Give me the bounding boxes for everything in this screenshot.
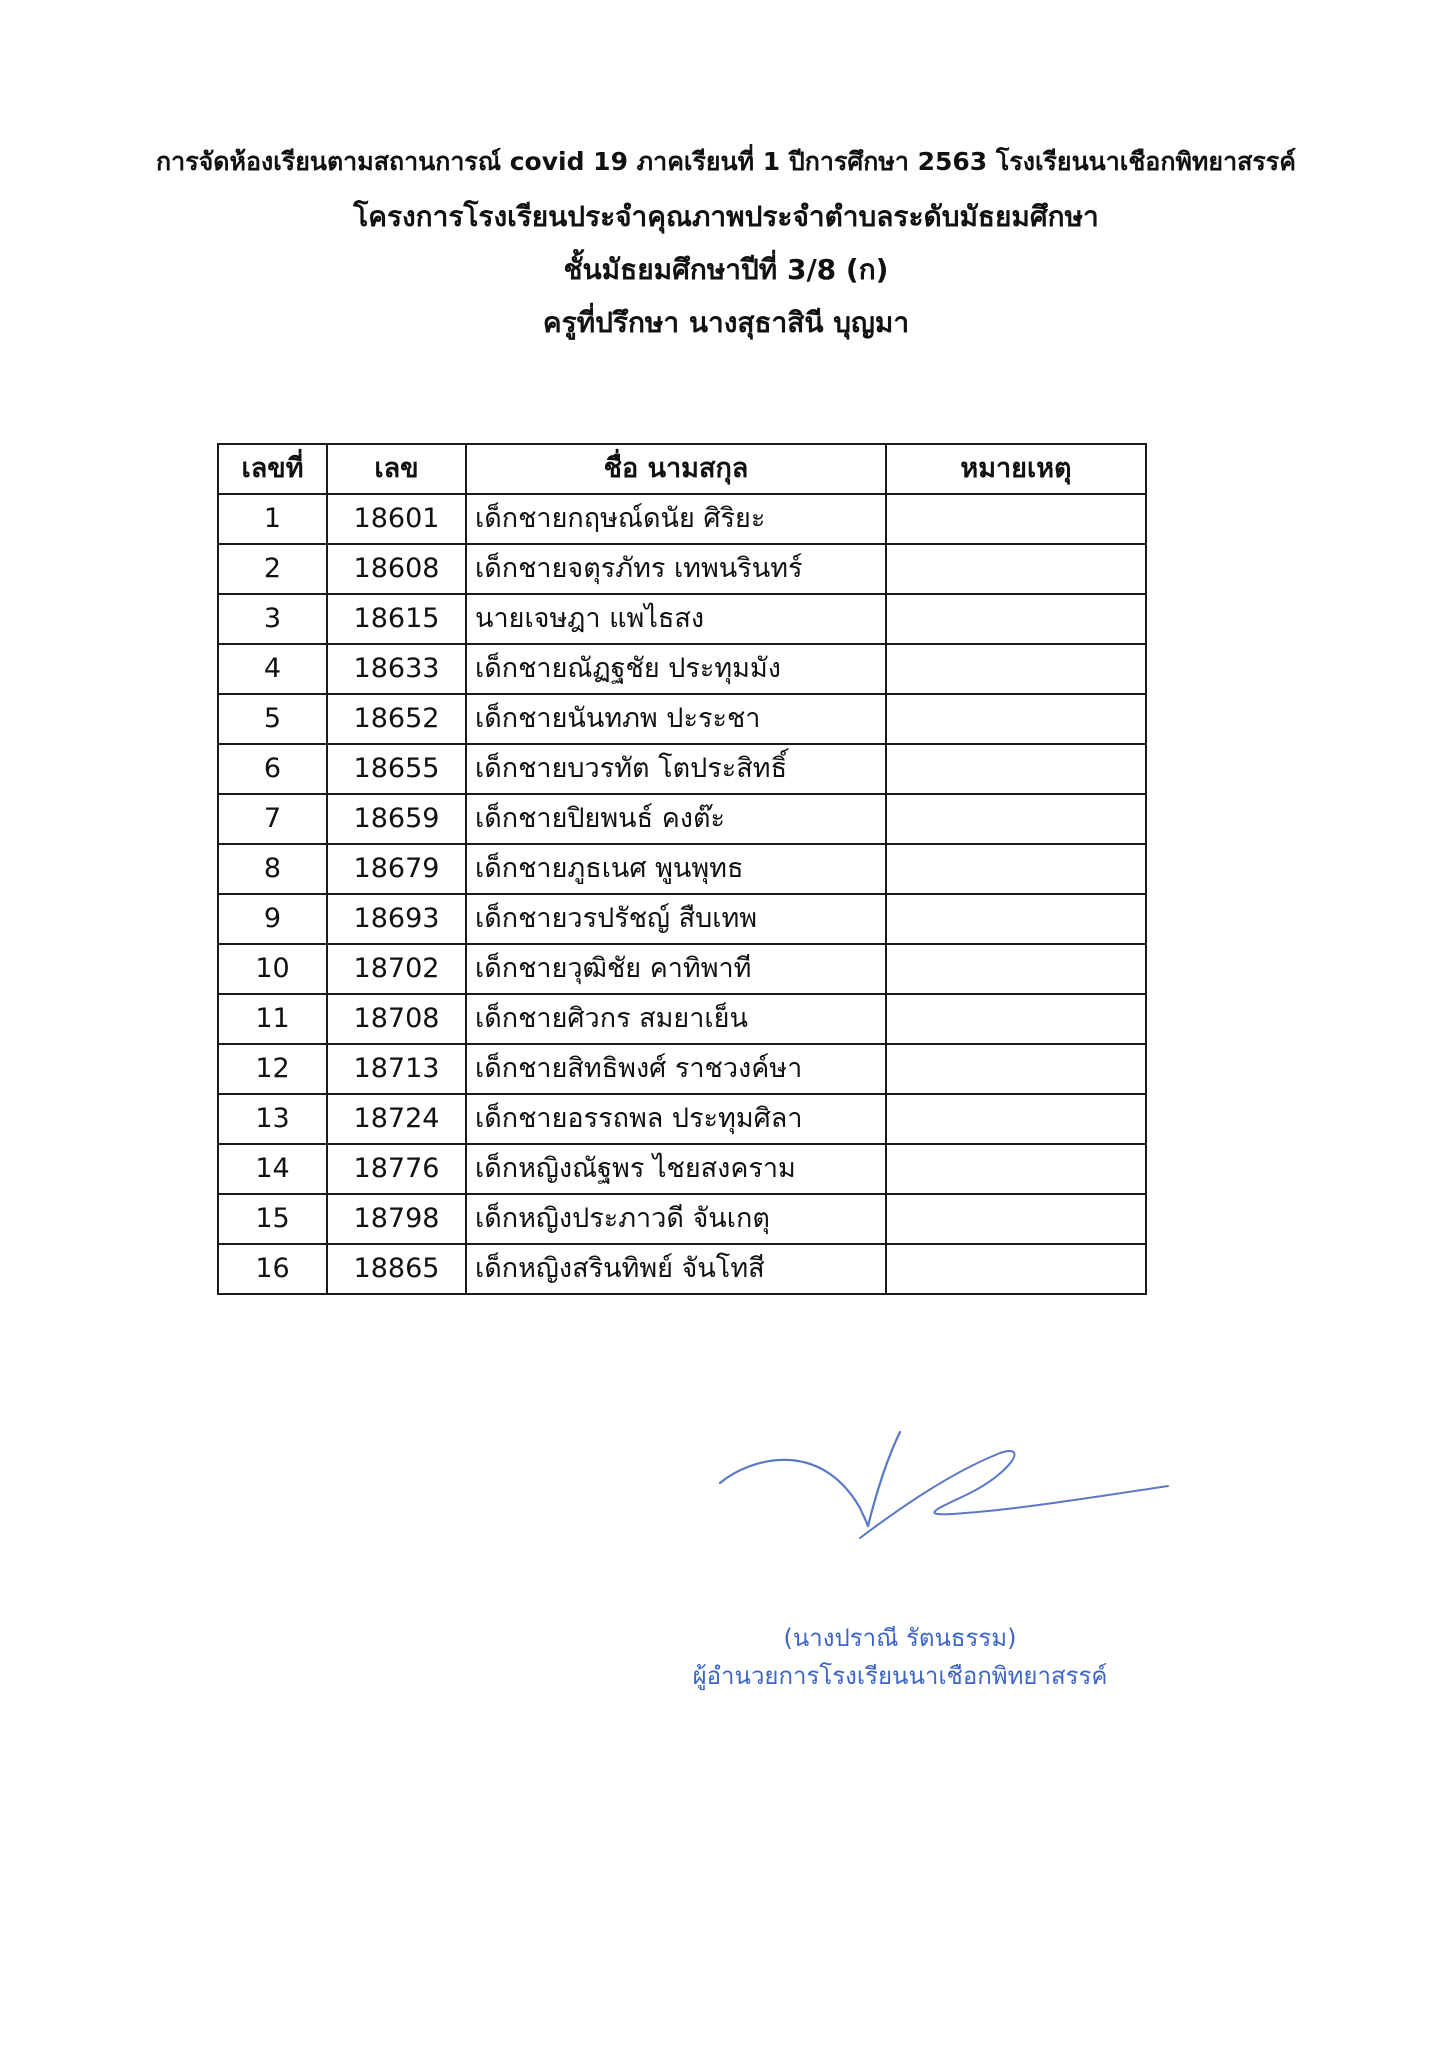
table-row — [218, 894, 1146, 944]
cell-student-id: 18708 — [327, 994, 466, 1044]
cell-full-name: เด็กชายภูธเนศ พูนพุทธ — [466, 844, 886, 894]
cell-student-id: 18652 — [327, 694, 466, 744]
table-row — [218, 1144, 1146, 1194]
cell-student-id: 18601 — [327, 494, 466, 544]
table-row — [218, 694, 1146, 744]
cell-note — [886, 1094, 1146, 1144]
cell-full-name: เด็กชายวรปรัชญ์ สืบเทพ — [466, 894, 886, 944]
cell-student-id: 18702 — [327, 944, 466, 994]
cell-number: 2 — [218, 544, 327, 594]
cell-full-name: เด็กชายสิทธิพงศ์ ราชวงค์ษา — [466, 1044, 886, 1094]
table-row — [218, 594, 1146, 644]
cell-number: 12 — [218, 1044, 327, 1094]
cell-note — [886, 944, 1146, 994]
header-full-name: ชื่อ นามสกุล — [466, 444, 886, 494]
cell-note — [886, 1144, 1146, 1194]
cell-number: 9 — [218, 894, 327, 944]
cell-full-name: เด็กชายนันทภพ ปะระชา — [466, 694, 886, 744]
header-line-title: การจัดห้องเรียนตามสถานการณ์ covid 19 ภาคเรียนที่ 1 ปีการศึกษา 2563 โรงเรียนนาเชือกพิทยาสรรค์ — [156, 147, 1296, 176]
cell-student-id: 18608 — [327, 544, 466, 594]
table-row — [218, 544, 1146, 594]
header-note: หมายเหตุ — [886, 444, 1146, 494]
table-row — [218, 844, 1146, 894]
cell-full-name: เด็กชายวุฒิชัย คาทิพาที — [466, 944, 886, 994]
cell-number: 10 — [218, 944, 327, 994]
student-roster-table — [217, 443, 1147, 1295]
cell-note — [886, 844, 1146, 894]
cell-note — [886, 794, 1146, 844]
table-row — [218, 1244, 1146, 1294]
cell-student-id: 18633 — [327, 644, 466, 694]
cell-student-id: 18615 — [327, 594, 466, 644]
cell-note — [886, 1044, 1146, 1094]
cell-number: 13 — [218, 1094, 327, 1144]
cell-full-name: เด็กชายศิวกร สมยาเย็น — [466, 994, 886, 1044]
cell-student-id: 18798 — [327, 1194, 466, 1244]
cell-full-name: เด็กหญิงประภาวดี จันเกตุ — [466, 1194, 886, 1244]
header-line-class: ชั้นมัธยมศึกษาปีที่ 3/8 (ก) — [563, 253, 889, 286]
table-row — [218, 744, 1146, 794]
cell-note — [886, 644, 1146, 694]
cell-number: 7 — [218, 794, 327, 844]
cell-student-id: 18865 — [327, 1244, 466, 1294]
cell-full-name: เด็กชายปิยพนธ์ คงต๊ะ — [466, 794, 886, 844]
table-row — [218, 494, 1146, 544]
cell-number: 14 — [218, 1144, 327, 1194]
table-header-row — [218, 444, 1146, 494]
cell-note — [886, 494, 1146, 544]
cell-full-name: เด็กหญิงสรินทิพย์ จันโทสี — [466, 1244, 886, 1294]
table-row — [218, 794, 1146, 844]
cell-number: 4 — [218, 644, 327, 694]
cell-full-name: เด็กชายอรรถพล ประทุมศิลา — [466, 1094, 886, 1144]
cell-note — [886, 1244, 1146, 1294]
table-row — [218, 1194, 1146, 1244]
cell-number: 3 — [218, 594, 327, 644]
cell-student-id: 18659 — [327, 794, 466, 844]
table-row — [218, 644, 1146, 694]
cell-full-name: เด็กหญิงณัฐพร ไชยสงคราม — [466, 1144, 886, 1194]
table-row — [218, 1044, 1146, 1094]
cell-note — [886, 994, 1146, 1044]
cell-full-name: เด็กชายบวรทัต โตประสิทธิ์ — [466, 744, 886, 794]
table-body — [218, 494, 1146, 1294]
table-header — [218, 444, 1146, 494]
signatory-title: ผู้อำนวยการโรงเรียนนาเชือกพิทยาสรรค์ — [692, 1662, 1108, 1690]
cell-number: 5 — [218, 694, 327, 744]
signature-mark — [710, 1418, 1180, 1548]
cell-note — [886, 594, 1146, 644]
cell-full-name: เด็กชายจตุรภัทร เทพนรินทร์ — [466, 544, 886, 594]
cell-note — [886, 744, 1146, 794]
header-student-id: เลข — [327, 444, 466, 494]
cell-number: 15 — [218, 1194, 327, 1244]
cell-full-name: เด็กชายกฤษณ์ดนัย ศิริยะ — [466, 494, 886, 544]
cell-student-id: 18713 — [327, 1044, 466, 1094]
header-line-project: โครงการโรงเรียนประจำคุณภาพประจำตำบลระดับมัธยมศึกษา — [353, 200, 1099, 233]
cell-note — [886, 1194, 1146, 1244]
cell-full-name: นายเจษฎา แพไธสง — [466, 594, 886, 644]
cell-note — [886, 894, 1146, 944]
cell-number: 16 — [218, 1244, 327, 1294]
cell-number: 11 — [218, 994, 327, 1044]
cell-number: 6 — [218, 744, 327, 794]
cell-note — [886, 544, 1146, 594]
table-row — [218, 994, 1146, 1044]
cell-full-name: เด็กชายณัฏฐชัย ประทุมมัง — [466, 644, 886, 694]
cell-number: 1 — [218, 494, 327, 544]
cell-student-id: 18655 — [327, 744, 466, 794]
cell-note — [886, 694, 1146, 744]
table-row — [218, 944, 1146, 994]
cell-student-id: 18724 — [327, 1094, 466, 1144]
header-number: เลขที่ — [218, 444, 327, 494]
header-line-advisor: ครูที่ปรึกษา นางสุธาสินี บุญมา — [542, 306, 910, 339]
cell-number: 8 — [218, 844, 327, 894]
table-row — [218, 1094, 1146, 1144]
cell-student-id: 18679 — [327, 844, 466, 894]
signatory-name: (นางปราณี รัตนธรรม) — [783, 1624, 1017, 1652]
cell-student-id: 18776 — [327, 1144, 466, 1194]
cell-student-id: 18693 — [327, 894, 466, 944]
